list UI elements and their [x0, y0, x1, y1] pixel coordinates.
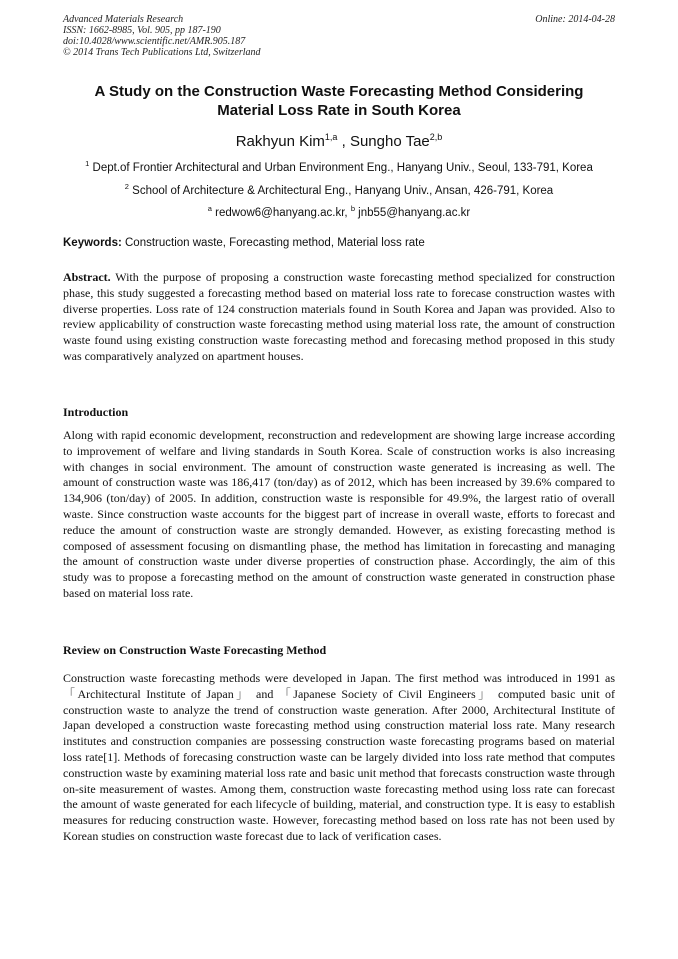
keywords-text: Construction waste, Forecasting method, Material loss rate [121, 237, 425, 249]
paper-title [60, 82, 618, 120]
author-2-superscript: 2,b [429, 132, 443, 142]
affiliation-1-text: Dept.of Frontier Architectural and Urban Environment Eng., Hanyang Univ., Seoul, 133-791, Korea [89, 161, 593, 174]
title-line-2: Material Loss Rate in South Korea [217, 102, 461, 119]
issn-line: ISSN: 1662-8985, Vol. 905, pp 187-190 [63, 25, 221, 36]
abstract [63, 270, 615, 365]
affiliation-2 [30, 180, 648, 198]
author-1-name: Rakhyun Kim [235, 133, 325, 150]
review-heading: Review on Construction Waste Forecasting Method [63, 643, 327, 657]
email-b: jnb55@hanyang.ac.kr [354, 206, 471, 219]
abstract-text: With the purpose of proposing a construction waste forecasting method specialized for construction phase, this study suggested a forecasting method based on material loss rate to forecase construction wastes with diverse properties. Loss rate of 124 construction materials found in South Korea and Japan was provided. Also to review applicability of construction waste forecasting method using material loss rate, the amount of construction waste found using existing construction waste forecasting method and forecasing method proposed in this study was comparatively analyzed on apartment houses. [63, 270, 615, 363]
review-body: Construction waste forecasting methods were developed in Japan. The first method was introduced in 1991 as 「Architectural Institute of Japan」 and 「Japanese Society of Civil Engineers」 computed basic unit of construction waste to analyze the trend of construction waste generation. After 2000, Architectural Institute of Japan developed a construction waste forecasting method using construction material loss rate. Many research institutes and construction companies are possessing construction waste forecasting programs based on material loss rate[1]. Methods of forecasing construction waste can be largely divided into loss rate method that computes construction waste by examining material loss rate and basic unit method that forecasts construction waste through on-site measurement of wastes. Among them, construction waste forecasting method using loss rate can forecast the amount of waste generated for each lifecycle of building, material, and construction type. It is easy to establish measures for reducing construction waste. However, forecasting method based on loss rate has not been used by Korean studies on construction waste forecast due to lack of verification cases. [63, 671, 615, 843]
author-1-superscript: 1,a [324, 132, 338, 142]
email-b-marker: b [350, 204, 355, 213]
email-a-marker: a [207, 204, 212, 213]
affiliation-1-marker: 1 [85, 159, 90, 168]
abstract-label: Abstract. [63, 270, 111, 284]
keywords [63, 236, 615, 250]
affiliation-2-marker: 2 [124, 182, 129, 191]
email-a: redwow6@hanyang.ac.kr, [211, 206, 351, 219]
doi-line: doi:10.4028/www.scientific.net/AMR.905.187 [63, 36, 246, 47]
author-emails [30, 202, 648, 220]
author-separator: , [337, 133, 350, 150]
author-2-name: Sungho Tae [349, 133, 430, 150]
introduction-heading: Introduction [63, 405, 129, 419]
copyright-line: © 2014 Trans Tech Publications Ltd, Switzerland [63, 47, 261, 58]
journal-name: Advanced Materials Research [63, 14, 184, 25]
affiliation-1 [30, 157, 648, 175]
online-date: Online: 2014-04-28 [535, 14, 615, 25]
affiliation-2-text: School of Architecture & Architectural Eng., Hanyang Univ., Ansan, 426-791, Korea [128, 184, 554, 197]
title-line-1: A Study on the Construction Waste Forecasting Method Considering [94, 83, 584, 100]
author-list [60, 128, 618, 151]
keywords-label: Keywords: [63, 237, 122, 249]
journal-header [63, 14, 615, 58]
introduction-body: Along with rapid economic development, reconstruction and redevelopment are showing large increase according to improvement of welfare and living standards in South Korea. Scale of construction works is also increasing with changes in social environment. The amount of construction waste generated is increasing as well. The amount of construction waste was 186,417 (ton/day) as of 2012, which has been increased by 39.6% compared to 134,906 (ton/day) of 2005. In addition, construction waste is responsible for 49.9%, the largest ratio of overall waste. Since construction waste accounts for the biggest part of increase in overall waste, efforts to forecast and reduce the amount of construction waste are strongly demanded. However, as existing forecasting method is composed of assessment focusing on dismantling phase, the method has limitation in forecasting and managing the amount of construction waste under diverse properties of construction phase. Accordingly, the aim of this study was to propose a forecasting method on the amount of construction waste generated in construction phase based on material loss rate. [63, 428, 615, 600]
